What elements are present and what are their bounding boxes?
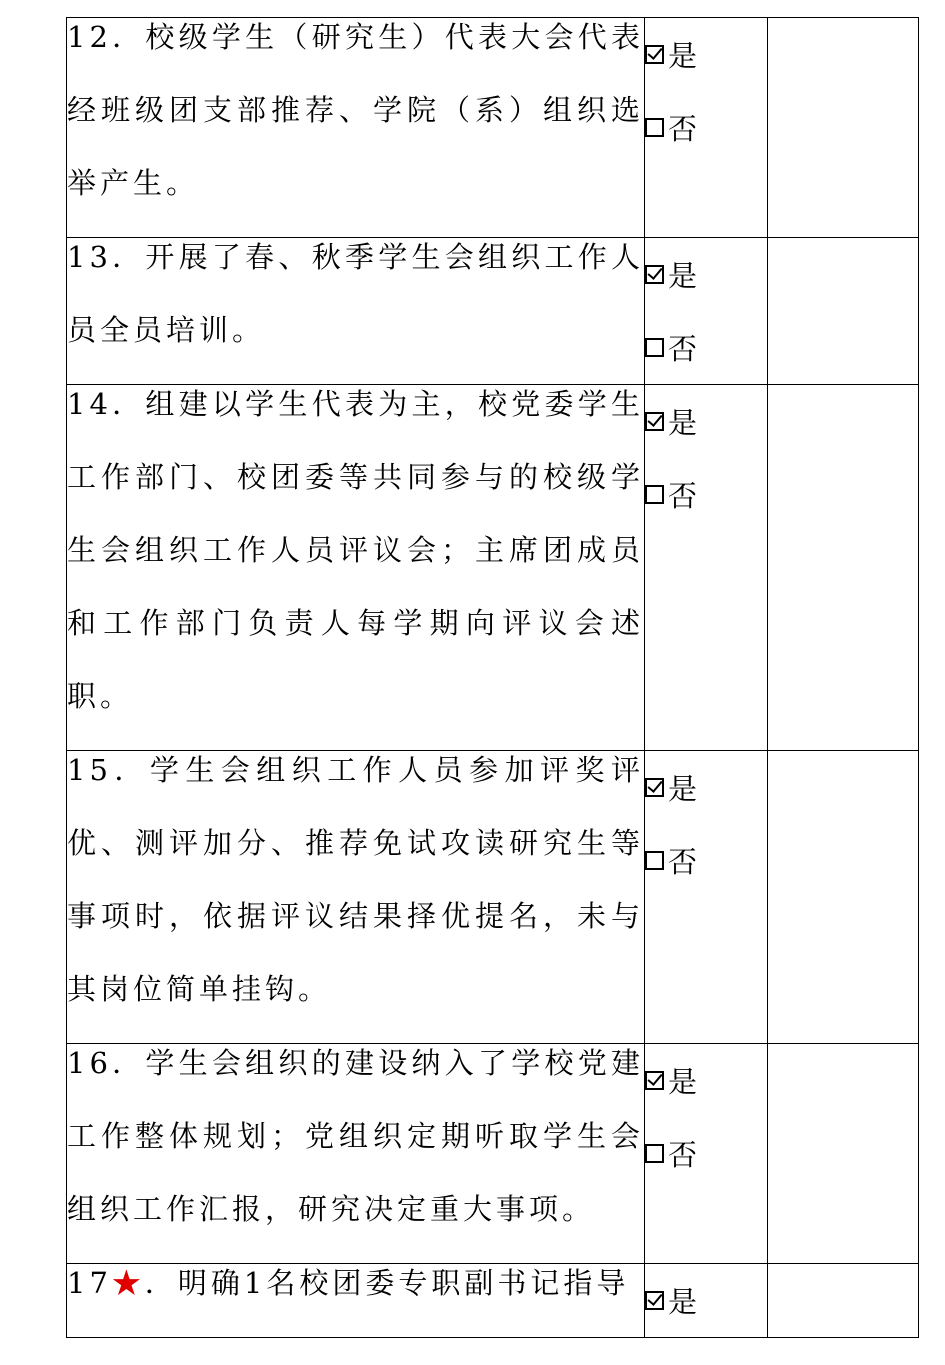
checked-box-icon[interactable] [645, 45, 664, 64]
no-label: 否 [668, 112, 698, 146]
item-text: 15．学生会组织工作人员参加评奖评优、测评加分、推荐免试攻读研究生等事项时，依据评议结果择优提名，未与其岗位简单挂钩。 [67, 753, 644, 1006]
yes-label: 是 [668, 259, 698, 293]
item-cell [67, 18, 645, 238]
item-cell [67, 385, 645, 751]
no-label: 否 [668, 1138, 698, 1172]
no-option[interactable] [645, 458, 767, 531]
item-text: 14．组建以学生代表为主，校党委学生工作部门、校团委等共同参与的校级学生会组织工作人员评议会；主席团成员和工作部门负责人每学期向评议会述职。 [67, 387, 644, 713]
item-cell [67, 1044, 645, 1264]
no-option[interactable] [645, 824, 767, 897]
checked-box-icon[interactable] [645, 1071, 664, 1090]
yes-label: 是 [668, 1065, 698, 1099]
empty-box-icon[interactable] [645, 338, 664, 357]
table-row [67, 385, 919, 751]
yes-option[interactable] [645, 751, 767, 824]
yes-option[interactable] [645, 385, 767, 458]
item-text [67, 1247, 644, 1320]
remark-cell [768, 238, 919, 385]
item-text: 16．学生会组织的建设纳入了学校党建工作整体规划；党组织定期听取学生会组织工作汇报，研究决定重大事项。 [67, 1046, 644, 1226]
choice-cell [645, 751, 768, 1044]
no-option[interactable] [645, 311, 767, 384]
empty-box-icon[interactable] [645, 1144, 664, 1163]
table-row [67, 1264, 919, 1338]
remark-cell [768, 385, 919, 751]
remark-cell [768, 1264, 919, 1338]
table-row [67, 1044, 919, 1264]
item-cell [67, 1264, 645, 1338]
table-row [67, 238, 919, 385]
yes-label: 是 [668, 406, 698, 440]
item-cell [67, 238, 645, 385]
choice-cell [645, 238, 768, 385]
no-label: 否 [668, 332, 698, 366]
checklist-table [66, 17, 919, 1338]
no-label: 否 [668, 479, 698, 513]
item-text-body: ．明确1名校团委专职副书记指导 [144, 1266, 630, 1300]
no-option[interactable] [645, 1117, 767, 1190]
choice-cell [645, 1264, 768, 1338]
empty-box-icon[interactable] [645, 851, 664, 870]
star-icon: ★ [111, 1266, 145, 1300]
remark-cell [768, 18, 919, 238]
empty-box-icon[interactable] [645, 485, 664, 504]
yes-label: 是 [668, 39, 698, 73]
table-row [67, 751, 919, 1044]
yes-option[interactable] [645, 18, 767, 91]
item-cell [67, 751, 645, 1044]
checked-box-icon[interactable] [645, 1291, 664, 1310]
checked-box-icon[interactable] [645, 778, 664, 797]
empty-box-icon[interactable] [645, 118, 664, 137]
choice-cell [645, 18, 768, 238]
choice-cell [645, 1044, 768, 1264]
yes-label: 是 [668, 772, 698, 806]
remark-cell [768, 1044, 919, 1264]
item-number: 17 [67, 1266, 112, 1300]
yes-option[interactable] [645, 1044, 767, 1117]
yes-option[interactable] [645, 238, 767, 311]
checked-box-icon[interactable] [645, 265, 664, 284]
remark-cell [768, 751, 919, 1044]
no-option[interactable] [645, 91, 767, 164]
yes-option[interactable] [645, 1264, 767, 1337]
checked-box-icon[interactable] [645, 412, 664, 431]
table-row [67, 18, 919, 238]
no-label: 否 [668, 845, 698, 879]
choice-cell [645, 385, 768, 751]
yes-label: 是 [668, 1285, 698, 1319]
item-text: 13．开展了春、秋季学生会组织工作人员全员培训。 [67, 240, 644, 347]
item-text: 12．校级学生（研究生）代表大会代表经班级团支部推荐、学院（系）组织选举产生。 [67, 20, 644, 200]
